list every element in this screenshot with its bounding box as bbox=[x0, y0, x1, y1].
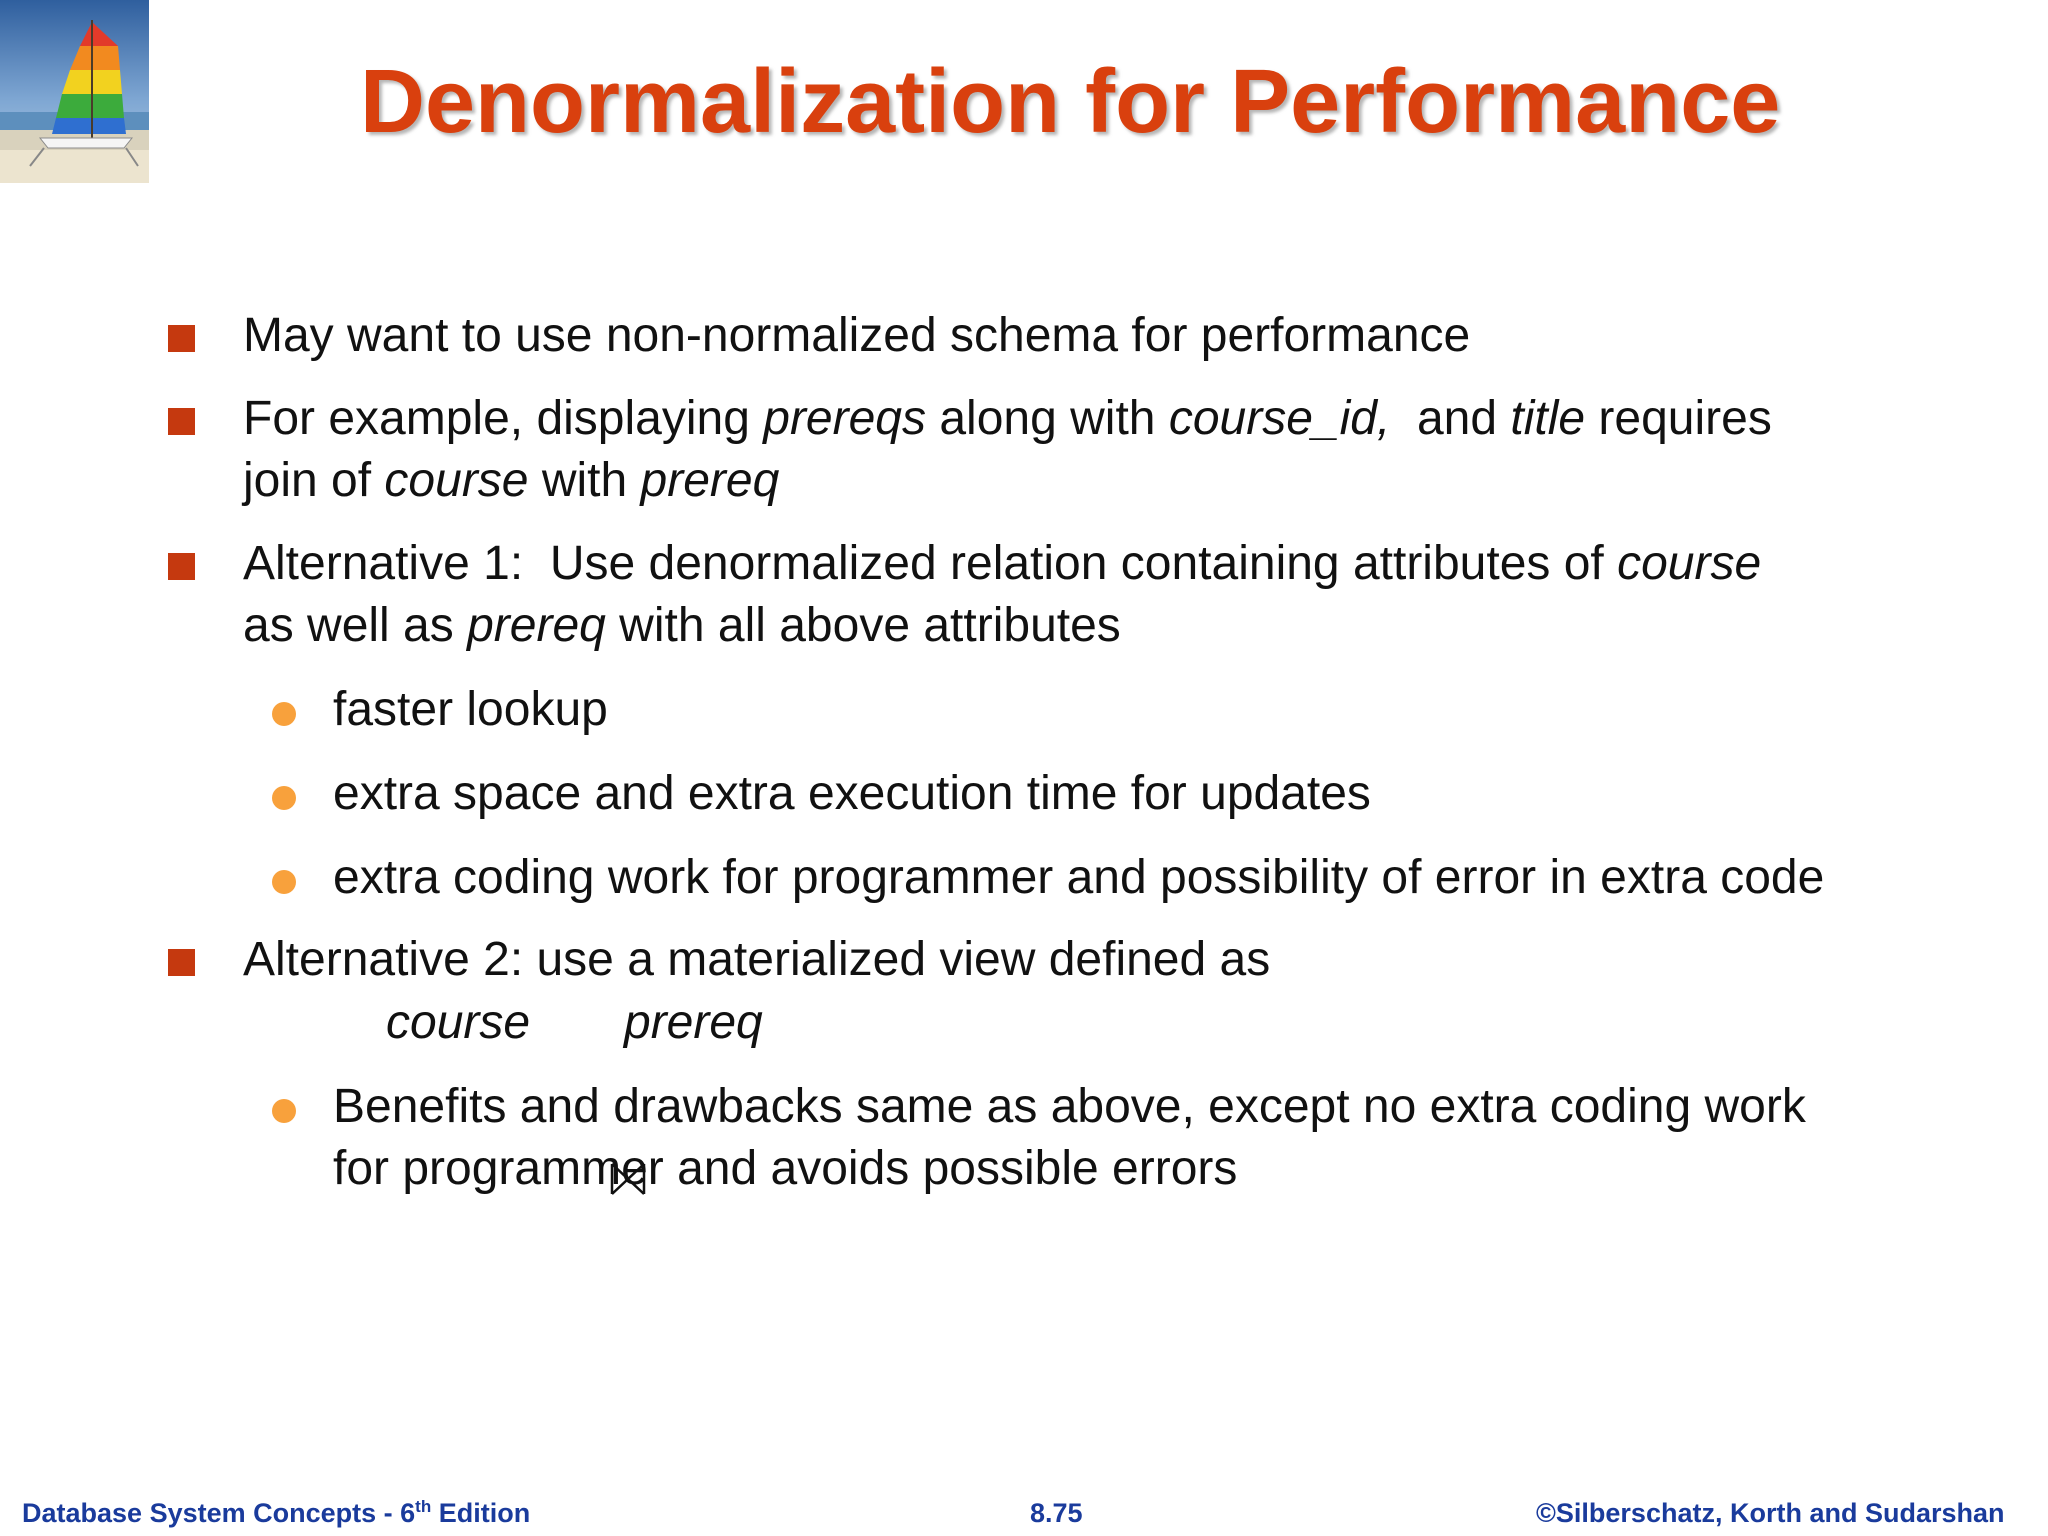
round-bullet-icon bbox=[272, 702, 296, 726]
bullet-text: For example, displaying prereqs along with course_id, and title requires bbox=[243, 392, 1772, 445]
sub-bullet-text: Benefits and drawbacks same as above, except no extra coding work bbox=[333, 1080, 1806, 1133]
bullet-text-continued: as well as prereq with all above attributes bbox=[243, 599, 1121, 652]
round-bullet-icon bbox=[272, 786, 296, 810]
bullet-text: Alternative 2: use a materialized view defined as bbox=[243, 933, 1271, 986]
bullet-text: May want to use non-normalized schema for performance bbox=[243, 309, 1471, 362]
round-bullet-icon bbox=[272, 1099, 296, 1123]
natural-join-icon bbox=[549, 991, 585, 1054]
bullet-text: Alternative 1: Use denormalized relation containing attributes of course bbox=[243, 537, 1762, 590]
view-expression-right: prereq bbox=[624, 996, 763, 1049]
cursor-icon bbox=[609, 1161, 647, 1202]
bullet-text-continued: join of course with prereq bbox=[243, 454, 780, 507]
square-bullet-icon bbox=[168, 949, 195, 976]
view-expression-left: course bbox=[386, 996, 531, 1049]
sub-bullet-text: extra space and extra execution time for updates bbox=[333, 767, 1371, 820]
square-bullet-icon bbox=[168, 408, 195, 435]
slide-title: Denormalization for Performance bbox=[360, 52, 1781, 152]
sub-bullet-text: extra coding work for programmer and possibility of error in extra code bbox=[333, 851, 1825, 904]
footer-book-title: Database System Concepts - 6th Edition bbox=[22, 1497, 531, 1528]
sub-bullet-text-continued: for programmer and avoids possible errors bbox=[333, 1142, 1238, 1195]
sub-bullet-text: faster lookup bbox=[333, 683, 608, 736]
round-bullet-icon bbox=[272, 870, 296, 894]
footer-copyright: ©Silberschatz, Korth and Sudarshan bbox=[1536, 1498, 2005, 1528]
square-bullet-icon bbox=[168, 325, 195, 352]
footer-page-number: 8.75 bbox=[1030, 1498, 1083, 1528]
square-bullet-icon bbox=[168, 553, 195, 580]
